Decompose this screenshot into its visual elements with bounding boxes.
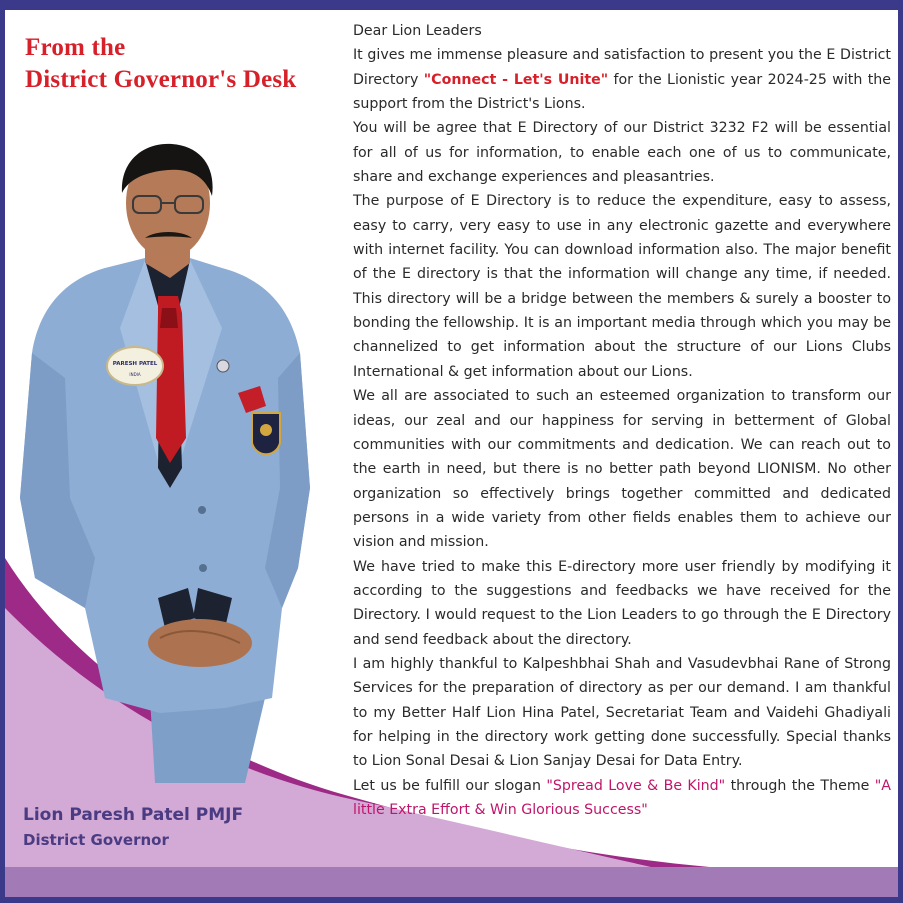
paragraph-text: for the Lionistic year 2024-25 with the support from the District's Lions. bbox=[353, 71, 891, 113]
letter-paragraph bbox=[353, 43, 891, 116]
bottom-band bbox=[5, 867, 898, 897]
letter-paragraph: The purpose of E Directory is to reduce the expenditure, easy to assess, easy to carry, very easy to use in any electronic gazette and everywhere with internet facility. You can download information also. The major benefit of the E directory is that the information will change any time, if needed. This directory will be a bridge between the members & surely a booster to bonding the fellowship. It is an important media through which you may be channelized to get information about the structure of our Lions Clubs International & get information about our Lions. bbox=[353, 193, 891, 380]
letter-body bbox=[353, 19, 891, 822]
badge-name: PARESH PATEL bbox=[112, 361, 158, 367]
theme-text: "A little Extra Effort & Win Glorious Success" bbox=[353, 777, 891, 818]
letter-paragraph: You will be agree that E Directory of our District 3232 F2 will be essential for all of us for information, to enable each one of us to communicate, share and exchange experiences and pleasantries. bbox=[353, 120, 891, 186]
title-line-1: From the bbox=[25, 34, 126, 61]
letter-paragraph: We all are associated to such an esteemed organization to transform our ideas, our zeal and our happiness for serving in betterment of Global communities with our commitments and dedication. We can reach out to the earth in need, but there is no better path beyond LIONISM. No other organization so effectively brings together committed and dedicated persons in a wide variety from other fields enables them to achieve our vision and mission. bbox=[353, 388, 891, 551]
paragraph-text: Let us be fulfill our slogan bbox=[353, 777, 547, 794]
page-title bbox=[25, 32, 296, 96]
governor-portrait bbox=[10, 138, 330, 788]
governor-title: District Governor bbox=[23, 831, 169, 849]
paragraph-text: through the Theme bbox=[725, 777, 875, 794]
page-frame bbox=[5, 10, 898, 897]
badge-country: INDIA bbox=[129, 372, 141, 377]
directory-name: "Connect - Let's Unite" bbox=[423, 71, 609, 88]
slogan-text: "Spread Love & Be Kind" bbox=[546, 777, 726, 794]
signature-block bbox=[23, 803, 243, 853]
governor-name: Lion Paresh Patel PMJF bbox=[23, 805, 244, 825]
letter-salutation: Dear Lion Leaders bbox=[353, 23, 482, 39]
letter-paragraph: I am highly thankful to Kalpeshbhai Shah and Vasudevbhai Rane of Strong Services for the preparation of directory as per our demand. I am thankful to my Better Half Lion Hina Patel, Secretariat Team and Vaidehi Ghadiyali for helping in the directory work getting done successfully. Special thanks to Lion Sonal Desai & Lion Sanjay Desai for Data Entry. bbox=[353, 655, 891, 770]
paragraph-text: It gives me immense pleasure and satisfaction to present you the E District Directory bbox=[353, 47, 891, 88]
letter-paragraph: We have tried to make this E-directory more user friendly by modifying it according to the suggestions and feedbacks we have received for the Directory. I would request to the Lion Leaders to go through the E Directory and send feedback about the directory. bbox=[353, 558, 891, 648]
title-line-2: District Governor's Desk bbox=[25, 66, 297, 93]
letter-paragraph bbox=[353, 774, 891, 823]
